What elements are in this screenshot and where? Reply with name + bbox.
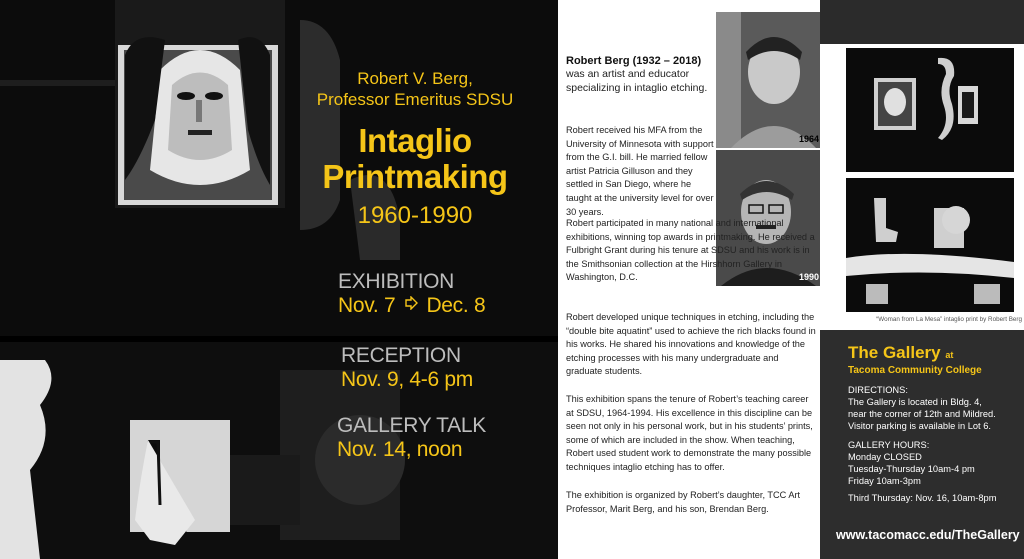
gallery-title bbox=[848, 343, 1015, 365]
artist-name: Robert V. Berg, bbox=[357, 69, 473, 88]
event-label: EXHIBITION bbox=[338, 270, 455, 293]
gallery-title-text: The Gallery bbox=[848, 343, 941, 362]
event-date: Nov. 14, noon bbox=[337, 438, 463, 461]
top-bar bbox=[820, 0, 1024, 44]
event-reception bbox=[341, 344, 558, 392]
directions-line: The Gallery is located in Bldg. 4, bbox=[848, 397, 982, 407]
biography-panel bbox=[558, 0, 820, 559]
gallery-subtitle: Tacoma Community College bbox=[848, 365, 982, 376]
event-date: Nov. 9, 4-6 pm bbox=[341, 368, 473, 391]
hours-line: Tuesday-Thursday 10am-4 pm bbox=[848, 464, 975, 474]
arrow-right-outline-icon bbox=[404, 294, 418, 318]
event-exhibition bbox=[338, 270, 558, 318]
directions-line: Visitor parking is available in Lot 6. bbox=[848, 421, 991, 431]
event-label: GALLERY TALK bbox=[337, 414, 486, 437]
gallery-info-panel bbox=[820, 0, 1024, 559]
bio-header bbox=[566, 54, 716, 95]
bio-paragraph: Robert received his MFA from the University of Minnesota with support from the G.I. bill. He married fellow artist Patricia Gilluson and they settled in San Diego, where he taught at the university level for over 30 years. bbox=[566, 125, 714, 217]
hours-heading: GALLERY HOURS: bbox=[848, 440, 930, 450]
directions-line: near the corner of 12th and Mildred. bbox=[848, 409, 996, 419]
event-date-start: Nov. 7 bbox=[338, 294, 396, 317]
event-date-end: Dec. 8 bbox=[426, 294, 486, 317]
bio-intro: was an artist and educator specializing in intaglio etching. bbox=[566, 68, 708, 94]
artist-title: Professor Emeritus SDSU bbox=[316, 90, 514, 109]
gallery-url-link[interactable]: www.tacomacc.edu/TheGallery bbox=[836, 528, 1020, 542]
portrait-photo-1964 bbox=[716, 12, 823, 148]
bio-paragraph: This exhibition spans the tenure of Robert’s teaching career at SDSU, 1964-1994. His excellence in this discipline can be seen not only in his personal work, but in his students’ prints, some of which are included in the show. When teaching, Robert used student work to demonstrate the many possible techniques intaglio etching has to offer. bbox=[566, 394, 813, 472]
hours-line: Monday CLOSED bbox=[848, 452, 922, 462]
portrait-image bbox=[716, 12, 823, 148]
directions-heading: DIRECTIONS: bbox=[848, 385, 908, 395]
exhibition-title-line-1: Intaglio bbox=[358, 122, 472, 159]
event-label: RECEPTION bbox=[341, 344, 461, 367]
bio-paragraph: Robert participated in many national and international exhibitions, winning top awards in printmaking. He received a Fulbright Grant during his tenure at SDSU and his work is in the Smithsonian collection at the Hirshhorn Gallery in Washington, D.C. bbox=[566, 218, 815, 283]
gallery-info-box bbox=[820, 330, 1024, 559]
photo-year: 1964 bbox=[798, 134, 819, 144]
photo-year: 1990 bbox=[798, 272, 819, 282]
bio-paragraph: The exhibition is organized by Robert’s daughter, TCC Art Professor, Marit Berg, and his son, Brendan Berg. bbox=[566, 490, 801, 514]
bio-paragraph: Robert developed unique techniques in etching, including the “double bite aquatint” used to achieve the rich blacks found in his works. He shared his innovations and knowledge of the etching processes with his many undergraduate and graduate students. bbox=[566, 312, 816, 377]
exhibition-title-block bbox=[300, 68, 530, 231]
hours-line: Friday 10am-3pm bbox=[848, 476, 921, 486]
woman-from-la-mesa-print bbox=[846, 48, 1014, 312]
bio-name: Robert Berg (1932 – 2018) bbox=[566, 55, 702, 67]
event-gallery-talk bbox=[337, 414, 558, 462]
exhibition-title-line-2: Printmaking bbox=[322, 158, 508, 195]
artwork-caption: “Woman from La Mesa” intaglio print by Robert Berg bbox=[876, 316, 1022, 323]
third-thursday-line: Third Thursday: Nov. 16, 10am-8pm bbox=[848, 493, 997, 503]
exhibition-years: 1960-1990 bbox=[357, 202, 473, 229]
event-date bbox=[338, 294, 558, 318]
gallery-title-at: at bbox=[945, 350, 954, 360]
exhibition-title bbox=[300, 123, 530, 195]
